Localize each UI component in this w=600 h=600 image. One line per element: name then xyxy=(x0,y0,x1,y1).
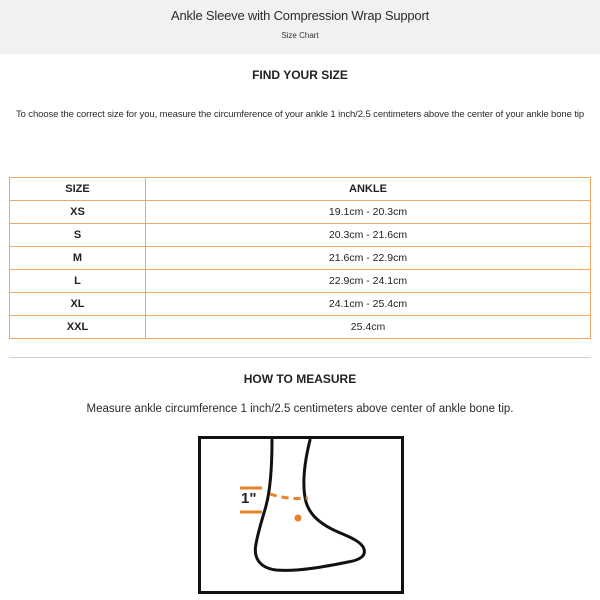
how-to-measure-text: Measure ankle circumference 1 inch/2.5 centimeters above center of ankle bone tip. xyxy=(86,403,514,415)
find-size-instruction: To choose the correct size for you, measure the circumference of your ankle 1 inch/2.5 centimeters above the center of your ankle bone tip xyxy=(15,109,585,120)
size-cell: XS xyxy=(10,201,146,224)
table-row xyxy=(10,201,591,224)
table-row xyxy=(10,270,591,293)
measurement-label: 1" xyxy=(241,490,257,507)
size-cell: L xyxy=(10,270,146,293)
size-cell: XL xyxy=(10,293,146,316)
ankle-diagram xyxy=(198,436,404,594)
ankle-cell: 22.9cm - 24.1cm xyxy=(146,270,591,293)
size-table xyxy=(9,177,591,339)
size-cell: XXL xyxy=(10,316,146,339)
ankle-cell: 25.4cm xyxy=(146,316,591,339)
table-row xyxy=(10,224,591,247)
size-cell: M xyxy=(10,247,146,270)
page-subtitle: Size Chart xyxy=(281,31,319,40)
find-size-heading: FIND YOUR SIZE xyxy=(252,68,348,82)
how-to-measure-heading: HOW TO MEASURE xyxy=(243,372,357,386)
ankle-cell: 24.1cm - 25.4cm xyxy=(146,293,591,316)
page-title: Ankle Sleeve with Compression Wrap Support xyxy=(171,8,429,23)
header-bar xyxy=(0,0,600,54)
table-row xyxy=(10,316,591,339)
size-cell: S xyxy=(10,224,146,247)
ankle-bone-dot xyxy=(295,515,302,522)
column-header-size: SIZE xyxy=(10,178,146,201)
ankle-cell: 21.6cm - 22.9cm xyxy=(146,247,591,270)
table-header-row xyxy=(10,178,591,201)
section-divider xyxy=(9,357,591,358)
column-header-ankle: ANKLE xyxy=(146,178,591,201)
table-row xyxy=(10,247,591,270)
ankle-cell: 20.3cm - 21.6cm xyxy=(146,224,591,247)
table-row xyxy=(10,293,591,316)
ankle-cell: 19.1cm - 20.3cm xyxy=(146,201,591,224)
